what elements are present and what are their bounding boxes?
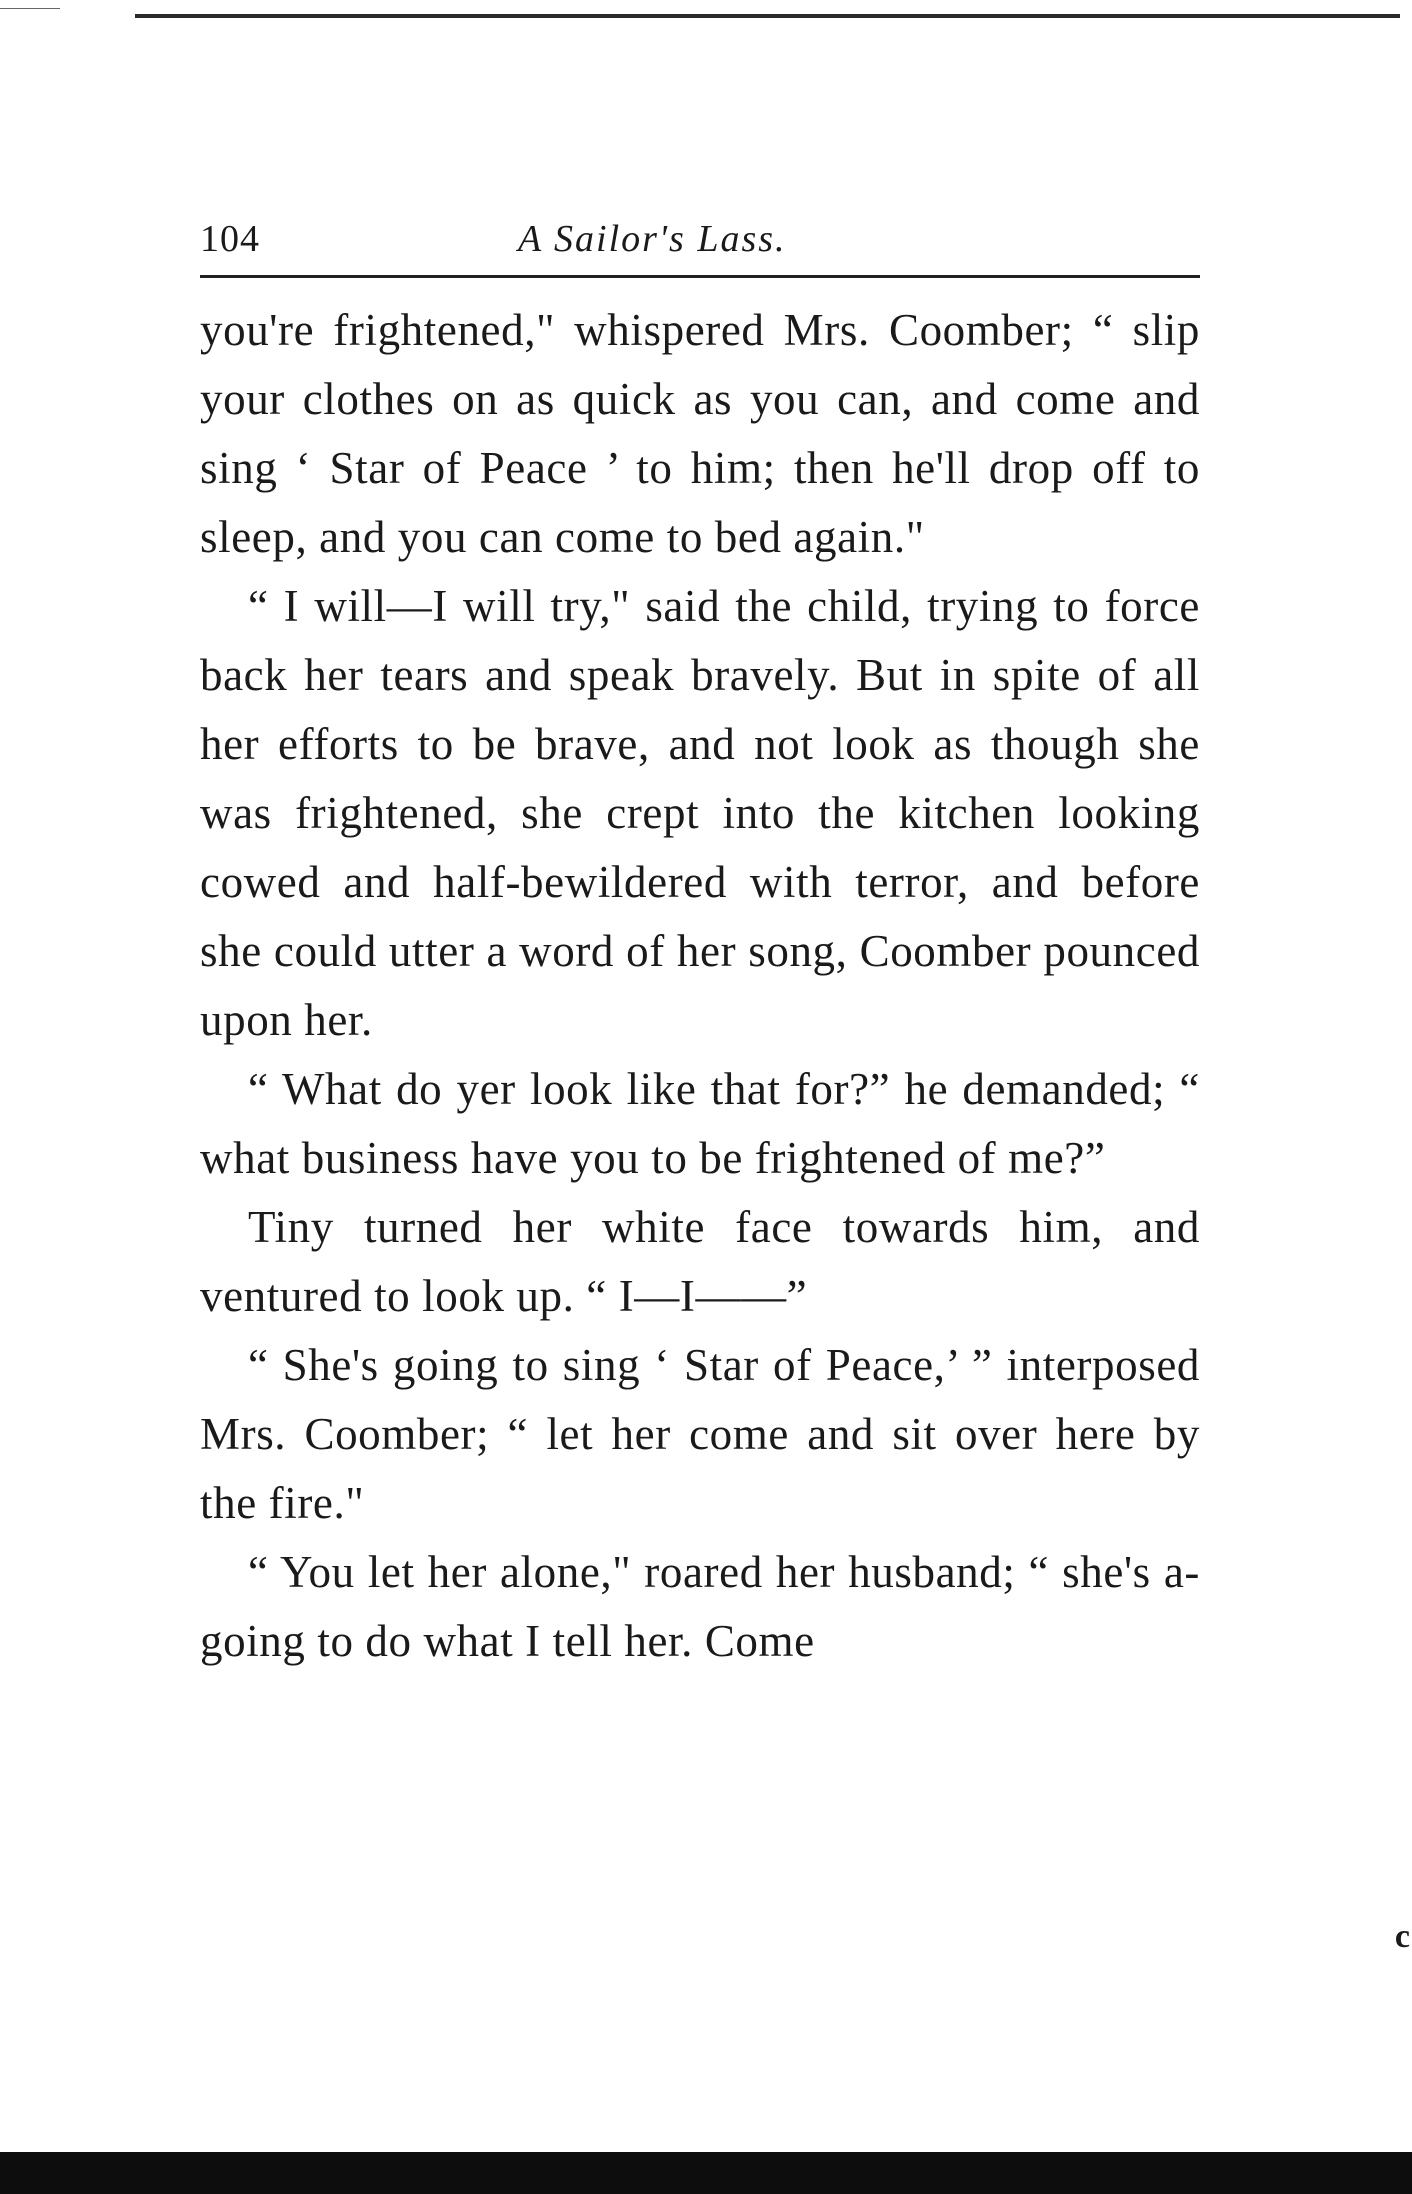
page-number: 104 [200, 218, 260, 260]
book-page [200, 205, 1200, 1676]
margin-mark: c [1394, 1918, 1410, 1955]
running-title: A Sailor's Lass. [518, 218, 787, 260]
paragraph-4: Tiny turned her white face towards him, and ventured to look up. “ I—I——” [200, 1202, 1200, 1321]
paragraph-6: “ You let her alone," roared her husband; “ she's a-going to do what I tell her. Come [200, 1547, 1200, 1666]
paragraph-3: “ What do yer look like that for?” he demanded; “ what business have you to be frightened of me?” [200, 1064, 1200, 1183]
page-header [200, 205, 1200, 278]
bottom-edge-bar [0, 2152, 1412, 2194]
top-edge-rule [135, 14, 1400, 18]
paragraph-2: “ I will—I will try," said the child, trying to force back her tears and speak bravely. But in spite of all her efforts to be brave, and not look as though she was frightened, she crept into the kitchen looking cowed and half-bewildered with terror, and before she could utter a word of her song, Coomber pounced upon her. [200, 581, 1200, 1045]
top-edge-mark [0, 8, 60, 9]
body-text [200, 296, 1200, 1676]
paragraph-1: you're frightened," whispered Mrs. Coomber; “ slip your clothes on as quick as you can, and come and sing ‘ Star of Peace ’ to him; then he'll drop off to sleep, and you can come to bed again." [200, 305, 1200, 562]
paragraph-5: “ She's going to sing ‘ Star of Peace,’ ” interposed Mrs. Coomber; “ let her come and sit over here by the fire." [200, 1340, 1200, 1528]
